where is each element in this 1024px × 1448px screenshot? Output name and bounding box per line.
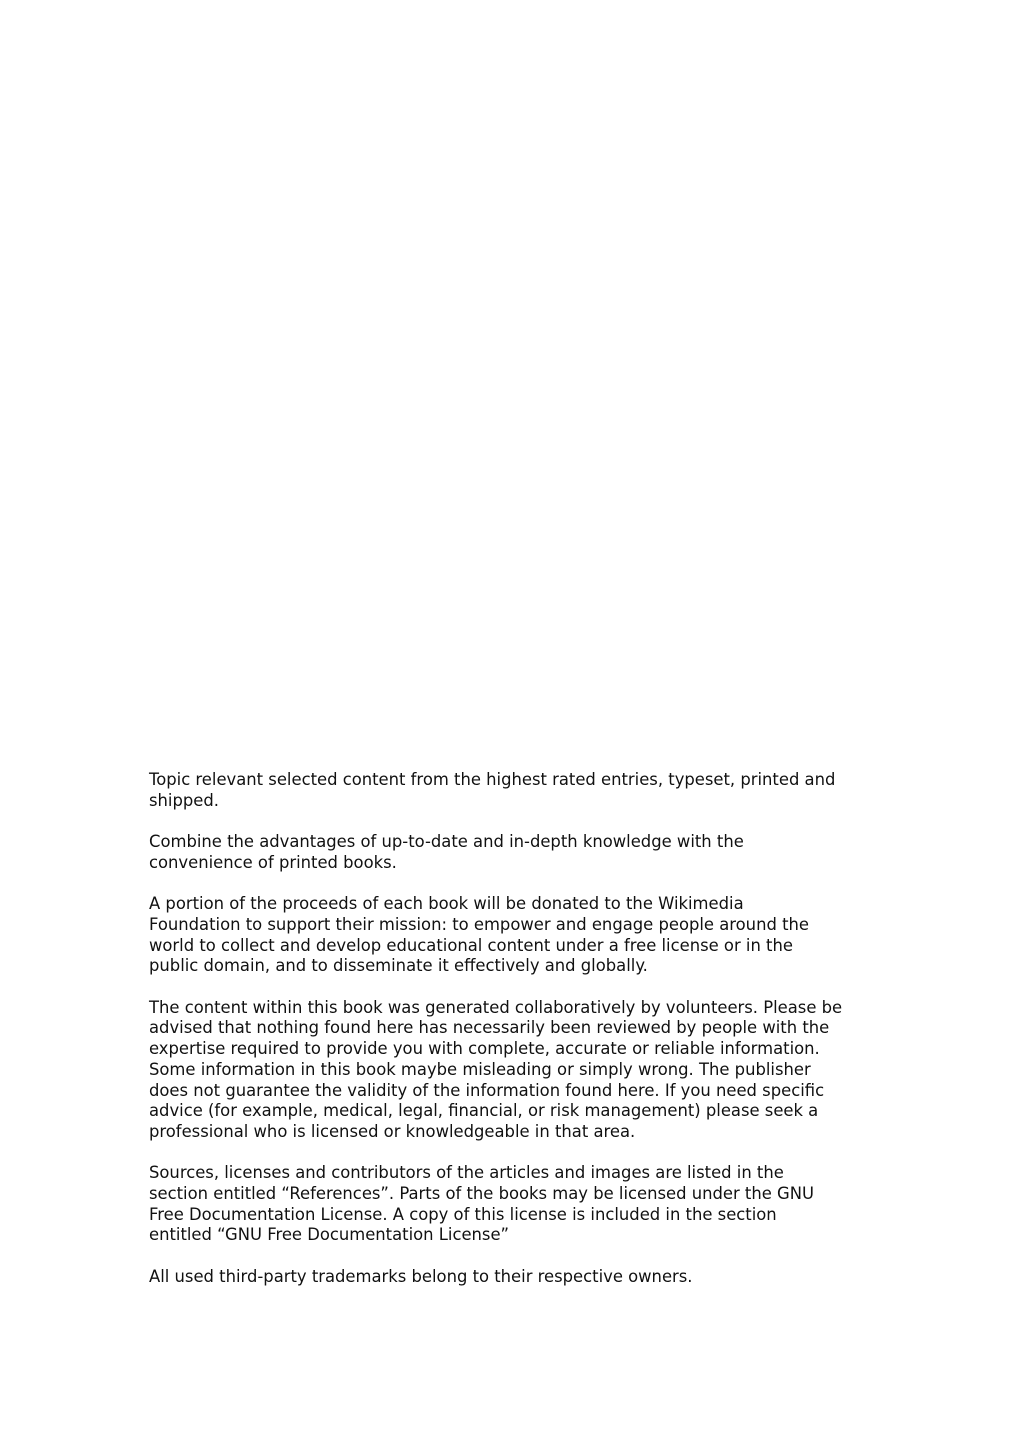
paragraph-content-disclaimer [149,998,889,1143]
text-line: world to collect and develop educational content under a free license or in the [149,935,793,955]
text-line: Sources, licenses and contributors of the articles and images are listed in the [149,1163,784,1183]
paragraph-trademarks [149,1267,889,1288]
text-line: The content within this book was generated collaboratively by volunteers. Please be [149,997,843,1017]
text-line: section entitled “References”. Parts of the books may be licensed under the GNU [149,1184,815,1203]
paragraph-selected-content [149,770,889,811]
disclaimer-text-block [149,770,889,1288]
text-line: entitled “GNU Free Documentation License” [149,1225,510,1245]
paragraph-wikimedia-donation [149,894,889,977]
text-line: Free Documentation License. A copy of this license is included in the section [149,1204,777,1224]
text-line: advised that nothing found here has necessarily been reviewed by people with the [149,1018,830,1038]
text-line: Foundation to support their mission: to empower and engage people around the [149,914,809,934]
paragraph-sources-licenses [149,1163,889,1246]
text-line: public domain, and to disseminate it effectively and globally. [149,956,648,976]
text-line: advice (for example, medical, legal, financial, or risk management) please seek a [149,1101,819,1121]
text-line: does not guarantee the validity of the information found here. If you need specific [149,1080,825,1100]
text-line: Combine the advantages of up-to-date and in-depth knowledge with the [149,832,744,852]
text-line: A portion of the proceeds of each book will be donated to the Wikimedia [149,894,744,914]
text-line: shipped. [149,790,219,810]
text-line: All used third-party trademarks belong to their respective owners. [149,1266,693,1286]
text-line: convenience of printed books. [149,852,397,872]
text-line: expertise required to provide you with complete, accurate or reliable information. [149,1039,820,1059]
text-line: professional who is licensed or knowledgeable in that area. [149,1121,636,1141]
paragraph-advantages [149,832,889,873]
text-line: Topic relevant selected content from the highest rated entries, typeset, printed and [149,770,836,789]
text-line: Some information in this book maybe misleading or simply wrong. The publisher [149,1059,811,1079]
